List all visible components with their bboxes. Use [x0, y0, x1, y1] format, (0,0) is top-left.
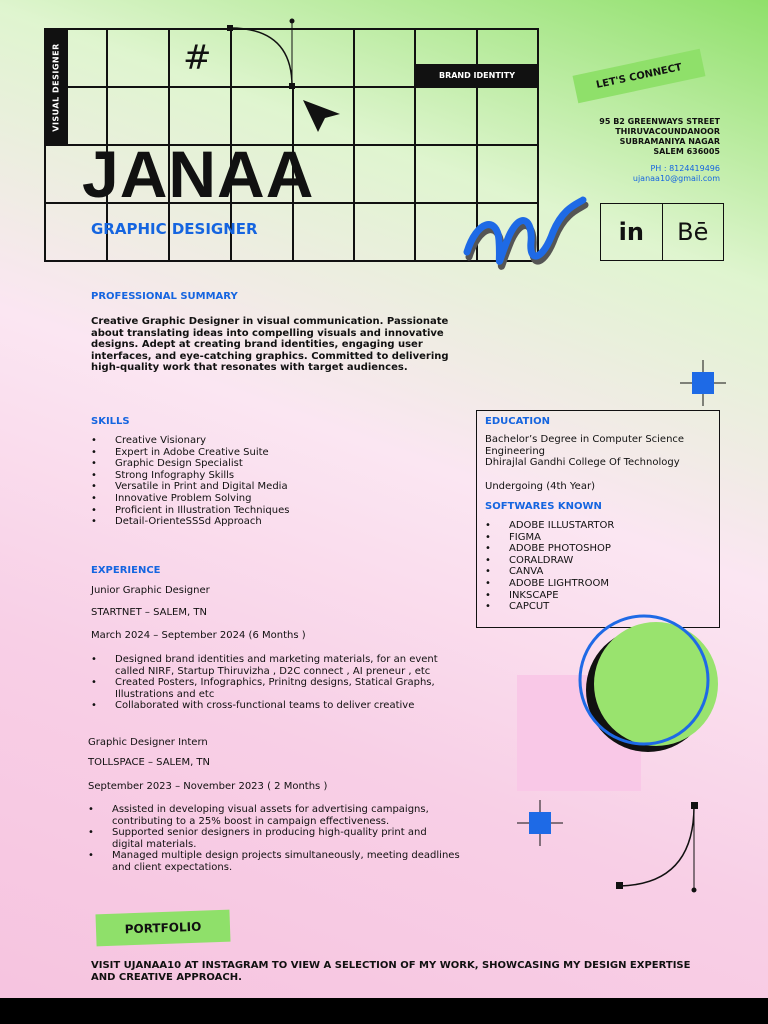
- crosshair-square-icon: [517, 800, 563, 846]
- education-title: EDUCATION: [485, 416, 550, 427]
- list-item: • Designed brand identities and marketing materials, for an event called NIRF, Startup Thiruvizha , D2C connect , AI preneur , etc: [91, 654, 463, 677]
- list-item: • Collaborated with cross-functional teams to deliver creative: [91, 700, 463, 712]
- list-item: • Versatile in Print and Digital Media: [91, 481, 451, 493]
- list-item: • ADOBE ILLUSTARTOR: [485, 520, 711, 532]
- software-title: SOFTWARES KNOWN: [485, 501, 602, 512]
- list-item: • Created Posters, Infographics, Prinitng designs, Statical Graphs, Illustrations and etc: [91, 677, 463, 700]
- list-item: • Detail-OrienteSSSd Approach: [91, 516, 451, 528]
- job-dates: March 2024 – September 2024 (6 Months ): [91, 630, 306, 641]
- green-circle-decoration: [572, 612, 722, 762]
- job-company: TOLLSPACE – SALEM, TN: [88, 757, 211, 768]
- contact-info: [633, 164, 720, 184]
- list-item: • Proficient in Illustration Techniques: [91, 505, 451, 517]
- footer-bar: [0, 998, 768, 1024]
- address-line: THIRUVACOUNDANOOR: [615, 127, 720, 136]
- list-item: • Supported senior designers in producing high-quality print and digital materials.: [88, 827, 460, 850]
- job-bullets: [88, 804, 460, 874]
- portfolio-tag: PORTFOLIO: [95, 910, 230, 947]
- address-block: [599, 117, 720, 157]
- list-item: • CAPCUT: [485, 601, 711, 613]
- list-item: • Graphic Design Specialist: [91, 458, 451, 470]
- address-line: SALEM 636005: [653, 147, 720, 156]
- list-item: • Expert in Adobe Creative Suite: [91, 447, 451, 459]
- email-link[interactable]: ujanaa10@gmail.com: [632, 174, 720, 183]
- hash-icon: #: [183, 38, 212, 78]
- skills-list: [91, 435, 451, 528]
- summary-text: Creative Graphic Designer in visual communication. Passionate about translating ideas into compelling visuals and innovative designs. Adept at creating brand identities, engaging user interfaces, and eye-catching graphics. Committed to delivering high-quality work that resonates with target audiences.: [91, 316, 449, 373]
- cursor-arrow-icon: [303, 100, 340, 132]
- job-dates: September 2023 – November 2023 ( 2 Months ): [88, 781, 328, 792]
- list-item: • FIGMA: [485, 532, 711, 544]
- crosshair-square-icon: [680, 360, 726, 406]
- list-item: • INKSCAPE: [485, 590, 711, 602]
- list-item: • ADOBE LIGHTROOM: [485, 578, 711, 590]
- education-status: Undergoing (4th Year): [485, 480, 595, 492]
- lets-connect-tag: LET'S CONNECT: [573, 49, 706, 103]
- brand-identity-tag: BRAND IDENTITY: [416, 64, 538, 86]
- behance-icon[interactable]: Bē: [662, 204, 724, 260]
- degree-line: Bachelor’s Degree in Computer Science: [485, 434, 685, 445]
- experience-title: EXPERIENCE: [91, 565, 161, 576]
- list-item: • Innovative Problem Solving: [91, 493, 451, 505]
- job-bullets: [91, 654, 463, 712]
- degree-line: Engineering: [485, 445, 545, 457]
- squiggle-decoration: [455, 190, 595, 280]
- vertical-designer-tag: VISUAL DESIGNER: [44, 28, 68, 146]
- phone-number: PH : 8124419496: [650, 164, 720, 173]
- job-role: Graphic Designer Intern: [88, 737, 208, 748]
- list-item: • Assisted in developing visual assets for advertising campaigns, contributing to a 25% boost in campaign effectiveness.: [88, 804, 460, 827]
- bezier-handle-icon: [612, 798, 702, 894]
- education-box: [476, 410, 720, 628]
- list-item: • Creative Visionary: [91, 435, 451, 447]
- role-subtitle: GRAPHIC DESIGNER: [91, 220, 258, 238]
- linkedin-icon[interactable]: in: [618, 218, 644, 246]
- job-role: Junior Graphic Designer: [91, 585, 210, 596]
- college-name: Dhirajlal Gandhi College Of Technology: [485, 457, 680, 468]
- summary-title: PROFESSIONAL SUMMARY: [91, 291, 238, 302]
- list-item: • CANVA: [485, 566, 711, 578]
- skills-title: SKILLS: [91, 416, 130, 427]
- social-links: [600, 203, 724, 261]
- address-line: SUBRAMANIYA NAGAR: [619, 137, 720, 146]
- job-company: STARTNET – SALEM, TN: [91, 607, 207, 618]
- list-item: • Managed multiple design projects simultaneously, meeting deadlines and client expectations.: [88, 850, 460, 873]
- list-item: • Strong Infography Skills: [91, 470, 451, 482]
- address-line: 95 B2 GREENWAYS STREET: [599, 117, 720, 126]
- portfolio-text: VISIT UJANAA10 AT INSTAGRAM TO VIEW A SELECTION OF MY WORK, SHOWCASING MY DESIGN EXPERTISE AND CREATIVE APPROACH.: [91, 960, 691, 983]
- software-list: [485, 520, 711, 613]
- list-item: • ADOBE PHOTOSHOP: [485, 543, 711, 555]
- list-item: • CORALDRAW: [485, 555, 711, 567]
- name-heading: JANAA: [82, 137, 315, 211]
